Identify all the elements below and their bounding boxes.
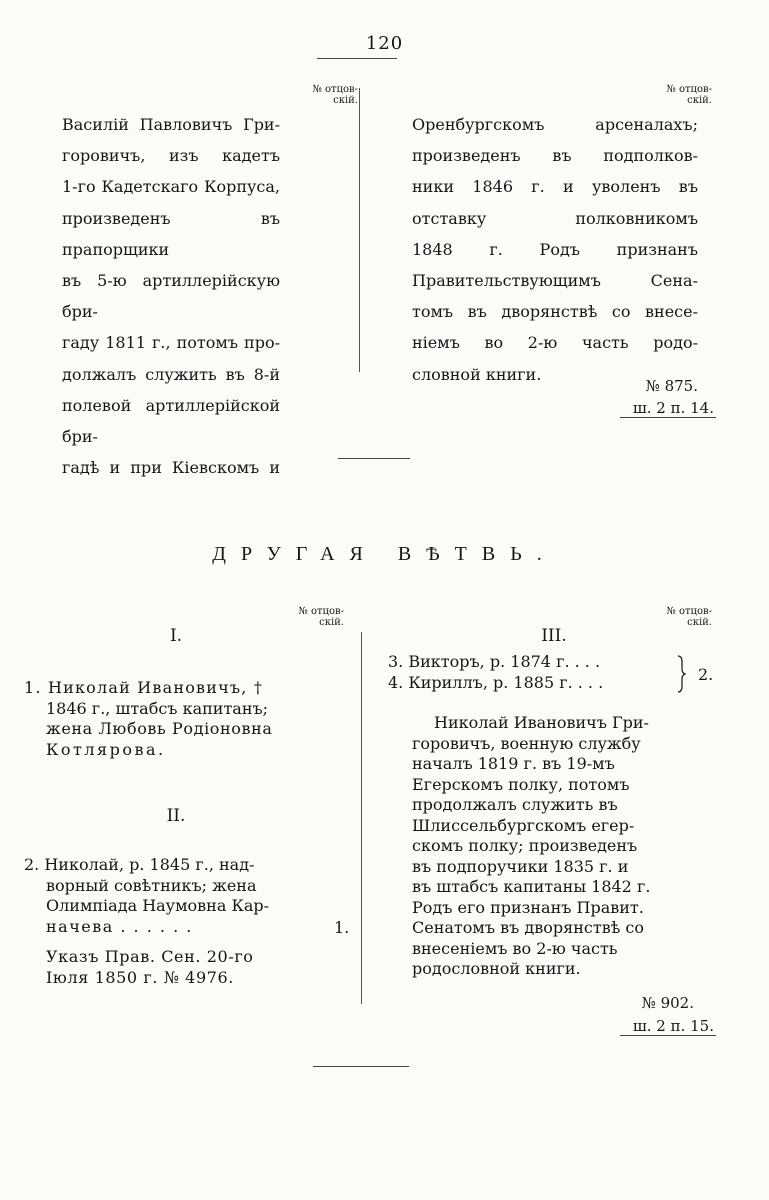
text-line: произведенъ въ прапорщики [62, 208, 280, 259]
text-line: 1846 г., штабсъ капитанъ; [46, 698, 269, 718]
text-line: Оренбургскомъ арсеналахъ; [412, 115, 698, 134]
generation-heading-II: II. [166, 806, 186, 826]
text-line: началъ 1819 г. въ 19-мъ [412, 754, 615, 773]
column-header-right: № отцов- скій. [666, 84, 712, 106]
generation-heading-I: I. [169, 626, 183, 646]
decree-text [46, 947, 254, 988]
text-line: въ подпоручики 1835 г. и [412, 856, 629, 876]
father-number-II: 1. [334, 918, 350, 937]
text-line: гаду 1811 г., потомъ про- [62, 333, 280, 353]
section-II-entry [24, 855, 269, 937]
page-number-rule [317, 58, 397, 59]
child-entry: 3. Викторъ, р. 1874 г. . . . [388, 652, 601, 671]
text-line: Шлиссельбургскомъ егер- [412, 815, 635, 835]
text-line: Правительствующимъ Сена- [412, 271, 698, 291]
text-line: продолжалъ служить въ [412, 795, 618, 814]
section-III-children [388, 652, 603, 693]
section-I-entry [24, 678, 273, 760]
section-divider [338, 458, 410, 459]
text-line: Николай Ивановичъ Гри- [434, 713, 649, 732]
text-line: Олимпіада Наумовна Кар- [46, 896, 270, 915]
text-line: ники 1846 г. и уволенъ въ [412, 177, 698, 197]
top-left-text [62, 109, 280, 483]
text-line: горовичъ, военную службу [412, 733, 641, 753]
text-line: произведенъ въ подполков- [412, 146, 698, 166]
text-line: Іюля 1850 г. № 4976. [46, 967, 234, 987]
text-line: 1-го Кадетскаго Корпуса, [62, 177, 280, 197]
text-line: начева . . . . . . [46, 916, 193, 936]
text-line: Указъ Прав. Сен. 20-го [46, 947, 254, 966]
text-line: Сенатомъ въ дворянствѣ со [412, 918, 645, 937]
text-line: скомъ полку; произведенъ [412, 836, 638, 855]
text-line: 1848 г. Родъ признанъ [412, 239, 698, 259]
column-header-left-bottom: № отцов- скій. [298, 606, 344, 628]
text-line: въ 5-ю артиллерійскую бри- [62, 271, 280, 322]
text-line: родословной книги. [412, 959, 581, 978]
column-divider-bottom [361, 632, 362, 1004]
text-line: словной книги. [412, 364, 542, 384]
text-line: отставку полковникомъ [412, 208, 698, 228]
text-line: горовичъ, изъ кадетъ [62, 146, 280, 166]
text-line: 1. Николай Ивановичъ, † [24, 678, 264, 697]
text-line: томъ въ дворянствѣ со внесе- [412, 302, 698, 322]
generation-heading-III: III. [541, 626, 567, 646]
section-III-biography [386, 713, 650, 980]
archive-location: ш. 2 п. 14. [632, 399, 714, 417]
father-number-III: 2. [698, 665, 714, 684]
text-line: внесеніемъ во 2-ю часть [412, 938, 618, 958]
branch-title: ДРУГАЯ ВѢТВЬ. [212, 543, 557, 565]
column-header-right-bottom: № отцов- скій. [666, 606, 712, 628]
text-line: Котлярова. [46, 739, 166, 759]
reference-rule-bottom [620, 1035, 716, 1036]
child-entry: 4. Кириллъ, р. 1885 г. . . . [388, 672, 604, 692]
archive-number: № 875. [645, 377, 698, 395]
section-divider-bottom [313, 1066, 409, 1067]
archive-number-bottom: № 902. [641, 994, 694, 1012]
text-line: должалъ служить въ 8-й [62, 364, 280, 384]
text-line: Егерскомъ полку, потомъ [412, 774, 630, 794]
text-line: Василій Павловичъ Гри- [62, 115, 280, 134]
text-line: 2. Николай, р. 1845 г., над- [24, 855, 255, 874]
reference-rule [620, 417, 716, 418]
text-line: ворный совѣтникъ; жена [46, 875, 257, 895]
text-line: ніемъ во 2-ю часть родо- [412, 333, 698, 353]
text-line: полевой артиллерійской бри- [62, 395, 280, 447]
top-right-text [412, 109, 698, 390]
text-line: Родъ его признанъ Правит. [412, 897, 644, 917]
column-header-left: № отцов- скій. [312, 84, 358, 106]
brace-icon [676, 654, 686, 694]
text-line: въ штабсъ капитаны 1842 г. [412, 877, 651, 896]
text-line: жена Любовь Родіоновна [46, 719, 273, 738]
page-number: 120 [365, 33, 404, 54]
text-line: гадѣ и при Кіевскомъ и [62, 458, 280, 478]
column-divider-top [359, 88, 360, 372]
archive-location-bottom: ш. 2 п. 15. [632, 1017, 714, 1035]
